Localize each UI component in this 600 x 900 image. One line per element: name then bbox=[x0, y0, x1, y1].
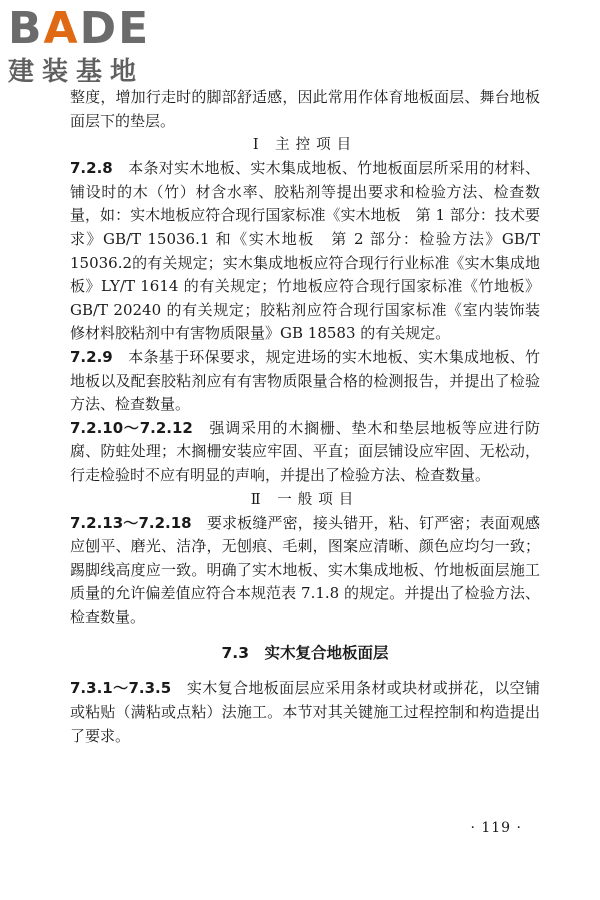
clause-7-3-1 bbox=[70, 677, 540, 748]
clause-number: 7.2.8 bbox=[70, 159, 113, 178]
clause-7-2-13 bbox=[70, 512, 540, 630]
clause-text: 要求板缝严密，接头错开，粘、钉严密；表面观感应刨平、磨光、洁净，无刨痕、毛刺，图案应清晰、颜色应均匀一致；踢脚线高度应一致。明确了实木地板、实木集成地板、竹地板面层施工质量的允许偏差值应符合本规范表 7.1.8 的规定。并提出了检验方法、检查数量。 bbox=[70, 513, 540, 626]
logo bbox=[8, 4, 178, 90]
clause-number: 7.2.10～7.2.12 bbox=[70, 418, 193, 437]
clause-7-2-8 bbox=[70, 157, 540, 346]
clause-text: 本条对实木地板、实木集成地板、竹地板面层所采用的材料、铺设时的木（竹）材含水率、胶粘剂等提出要求和检验方法、检查数量，如：实木地板应符合现行国家标准《实木地板 第 1 部分：技术要求》GB/T 15036.1 和《实木地板 第 2 部分：检验方法》GB/T 15036.2的有关规定；实木集成地板应符合现行行业标准《实木集成地板》LY/T 1614 的有关规定；竹地板应符合现行国家标准《竹地板》GB/T 20240 的有关规定；胶粘剂应符合现行国家标准《室内装饰装修材料胶粘剂中有害物质限量》GB 18583 的有关规定。 bbox=[70, 159, 540, 343]
logo-chinese: 建装基地 bbox=[8, 57, 145, 87]
heading-main-items: Ⅰ 主控项目 bbox=[252, 137, 358, 154]
section-title-7-3: 7.3 实木复合地板面层 bbox=[221, 644, 389, 663]
logo-letter-a: A bbox=[43, 3, 80, 54]
logo-wordmark bbox=[8, 4, 150, 54]
clause-number: 7.3.1～7.3.5 bbox=[70, 679, 172, 698]
clause-text: 实木复合地板面层应采用条材或块材或拼花，以空铺或粘贴（满粘或点粘）法施工。本节对其关键施工过程控制和构造提出了要求。 bbox=[70, 679, 540, 745]
clause-number: 7.2.9 bbox=[70, 347, 113, 366]
logo-letters-de: DE bbox=[79, 3, 151, 54]
clause-text: 强调采用的木搁栅、垫木和垫层地板等应进行防腐、防蛀处理；木搁栅安装应牢固、平直；面层铺设应牢固、无松动，行走检验时不应有明显的声响，并提出了检验方法、检查数量。 bbox=[70, 418, 540, 484]
clause-7-2-9 bbox=[70, 346, 540, 417]
intro-paragraph: 整度，增加行走时的脚部舒适感，因此常用作体育地板面层、舞台地板面层下的垫层。 bbox=[70, 88, 540, 130]
clause-7-2-10 bbox=[70, 417, 540, 488]
page-number: · 119 · bbox=[470, 820, 522, 836]
logo-letter-b: B bbox=[8, 3, 44, 54]
clause-number: 7.2.13～7.2.18 bbox=[70, 513, 192, 532]
document-body bbox=[70, 86, 540, 748]
heading-general-items: Ⅱ 一般项目 bbox=[250, 491, 360, 508]
clause-text: 本条基于环保要求，规定进场的实木地板、实木集成地板、竹地板以及配套胶粘剂应有有害物质限量合格的检测报告，并提出了检验方法、检查数量。 bbox=[70, 347, 540, 414]
